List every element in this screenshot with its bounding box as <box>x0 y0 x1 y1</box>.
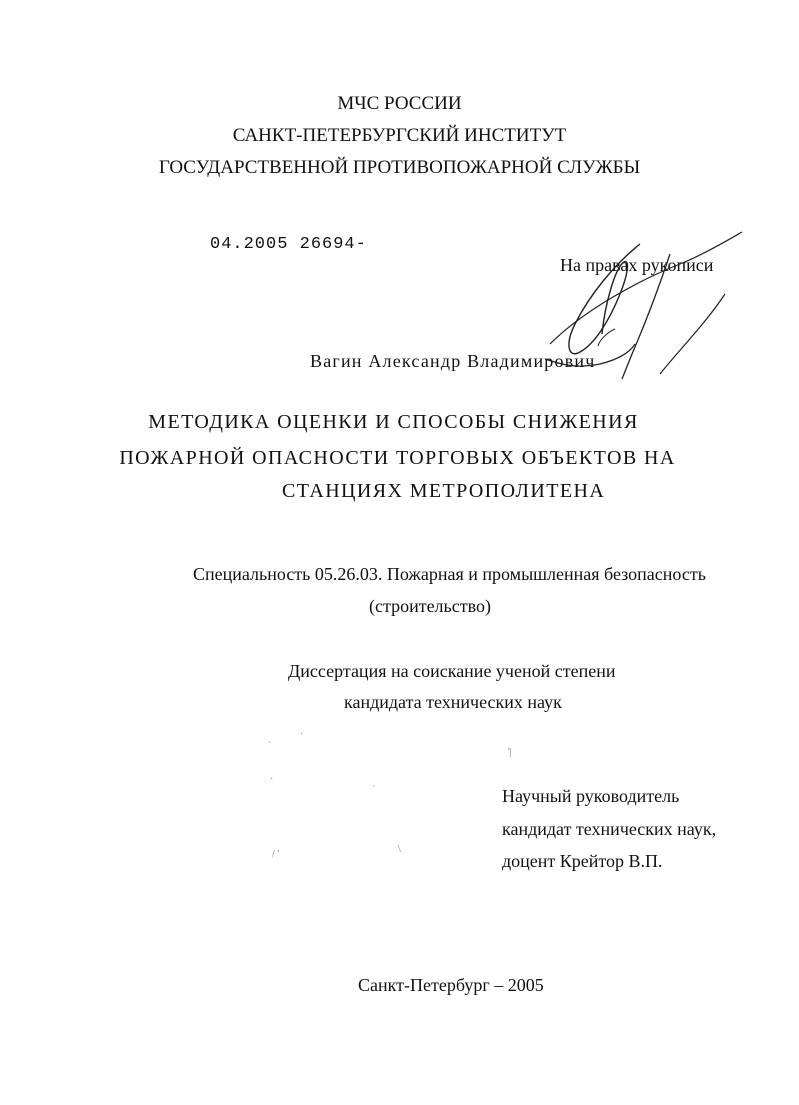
scan-speck: / ' <box>272 849 280 860</box>
scan-speck: · <box>300 729 304 740</box>
specialty-line-2: (строительство) <box>369 596 491 616</box>
signature-image <box>520 224 750 384</box>
org-header-line-3: ГОСУДАРСТВЕННОЙ ПРОТИВОПОЖАРНОЙ СЛУЖБЫ <box>158 157 641 178</box>
scan-speck: · <box>270 774 274 785</box>
dissertation-title-line-3: СТАНЦИЯХ МЕТРОПОЛИТЕНА <box>282 480 606 502</box>
scan-speck: \ <box>398 844 401 855</box>
org-header-line-2: САНКТ-ПЕТЕРБУРГСКИЙ ИНСТИТУТ <box>232 125 567 146</box>
degree-line-1: Диссертация на соискание ученой степени <box>288 661 616 681</box>
supervisor-line-3: доцент Крейтор В.П. <box>502 851 663 871</box>
supervisor-line-1: Научный руководитель <box>502 786 680 806</box>
author-name: Вагин Александр Владимирович <box>310 351 596 371</box>
scan-speck: ˋ <box>268 741 272 752</box>
manuscript-note: На правах рукописи <box>560 255 714 275</box>
dissertation-title-line-1: МЕТОДИКА ОЦЕНКИ И СПОСОБЫ СНИЖЕНИЯ <box>148 411 639 433</box>
specialty-line-1: Специальность 05.26.03. Пожарная и промышленная безопасность <box>193 564 706 584</box>
degree-line-2: кандидата технических наук <box>344 692 562 712</box>
scan-speck: '| <box>508 747 512 758</box>
registration-number: 04.2005 26694- <box>210 235 367 254</box>
org-header-line-1: МЧС РОССИИ <box>337 93 462 114</box>
dissertation-title-line-2: ПОЖАРНОЙ ОПАСНОСТИ ТОРГОВЫХ ОБЪЕКТОВ НА <box>119 447 676 469</box>
scan-speck: ˊ <box>372 785 376 796</box>
supervisor-line-2: кандидат технических наук, <box>502 819 717 839</box>
city-year: Санкт-Петербург – 2005 <box>358 975 544 995</box>
